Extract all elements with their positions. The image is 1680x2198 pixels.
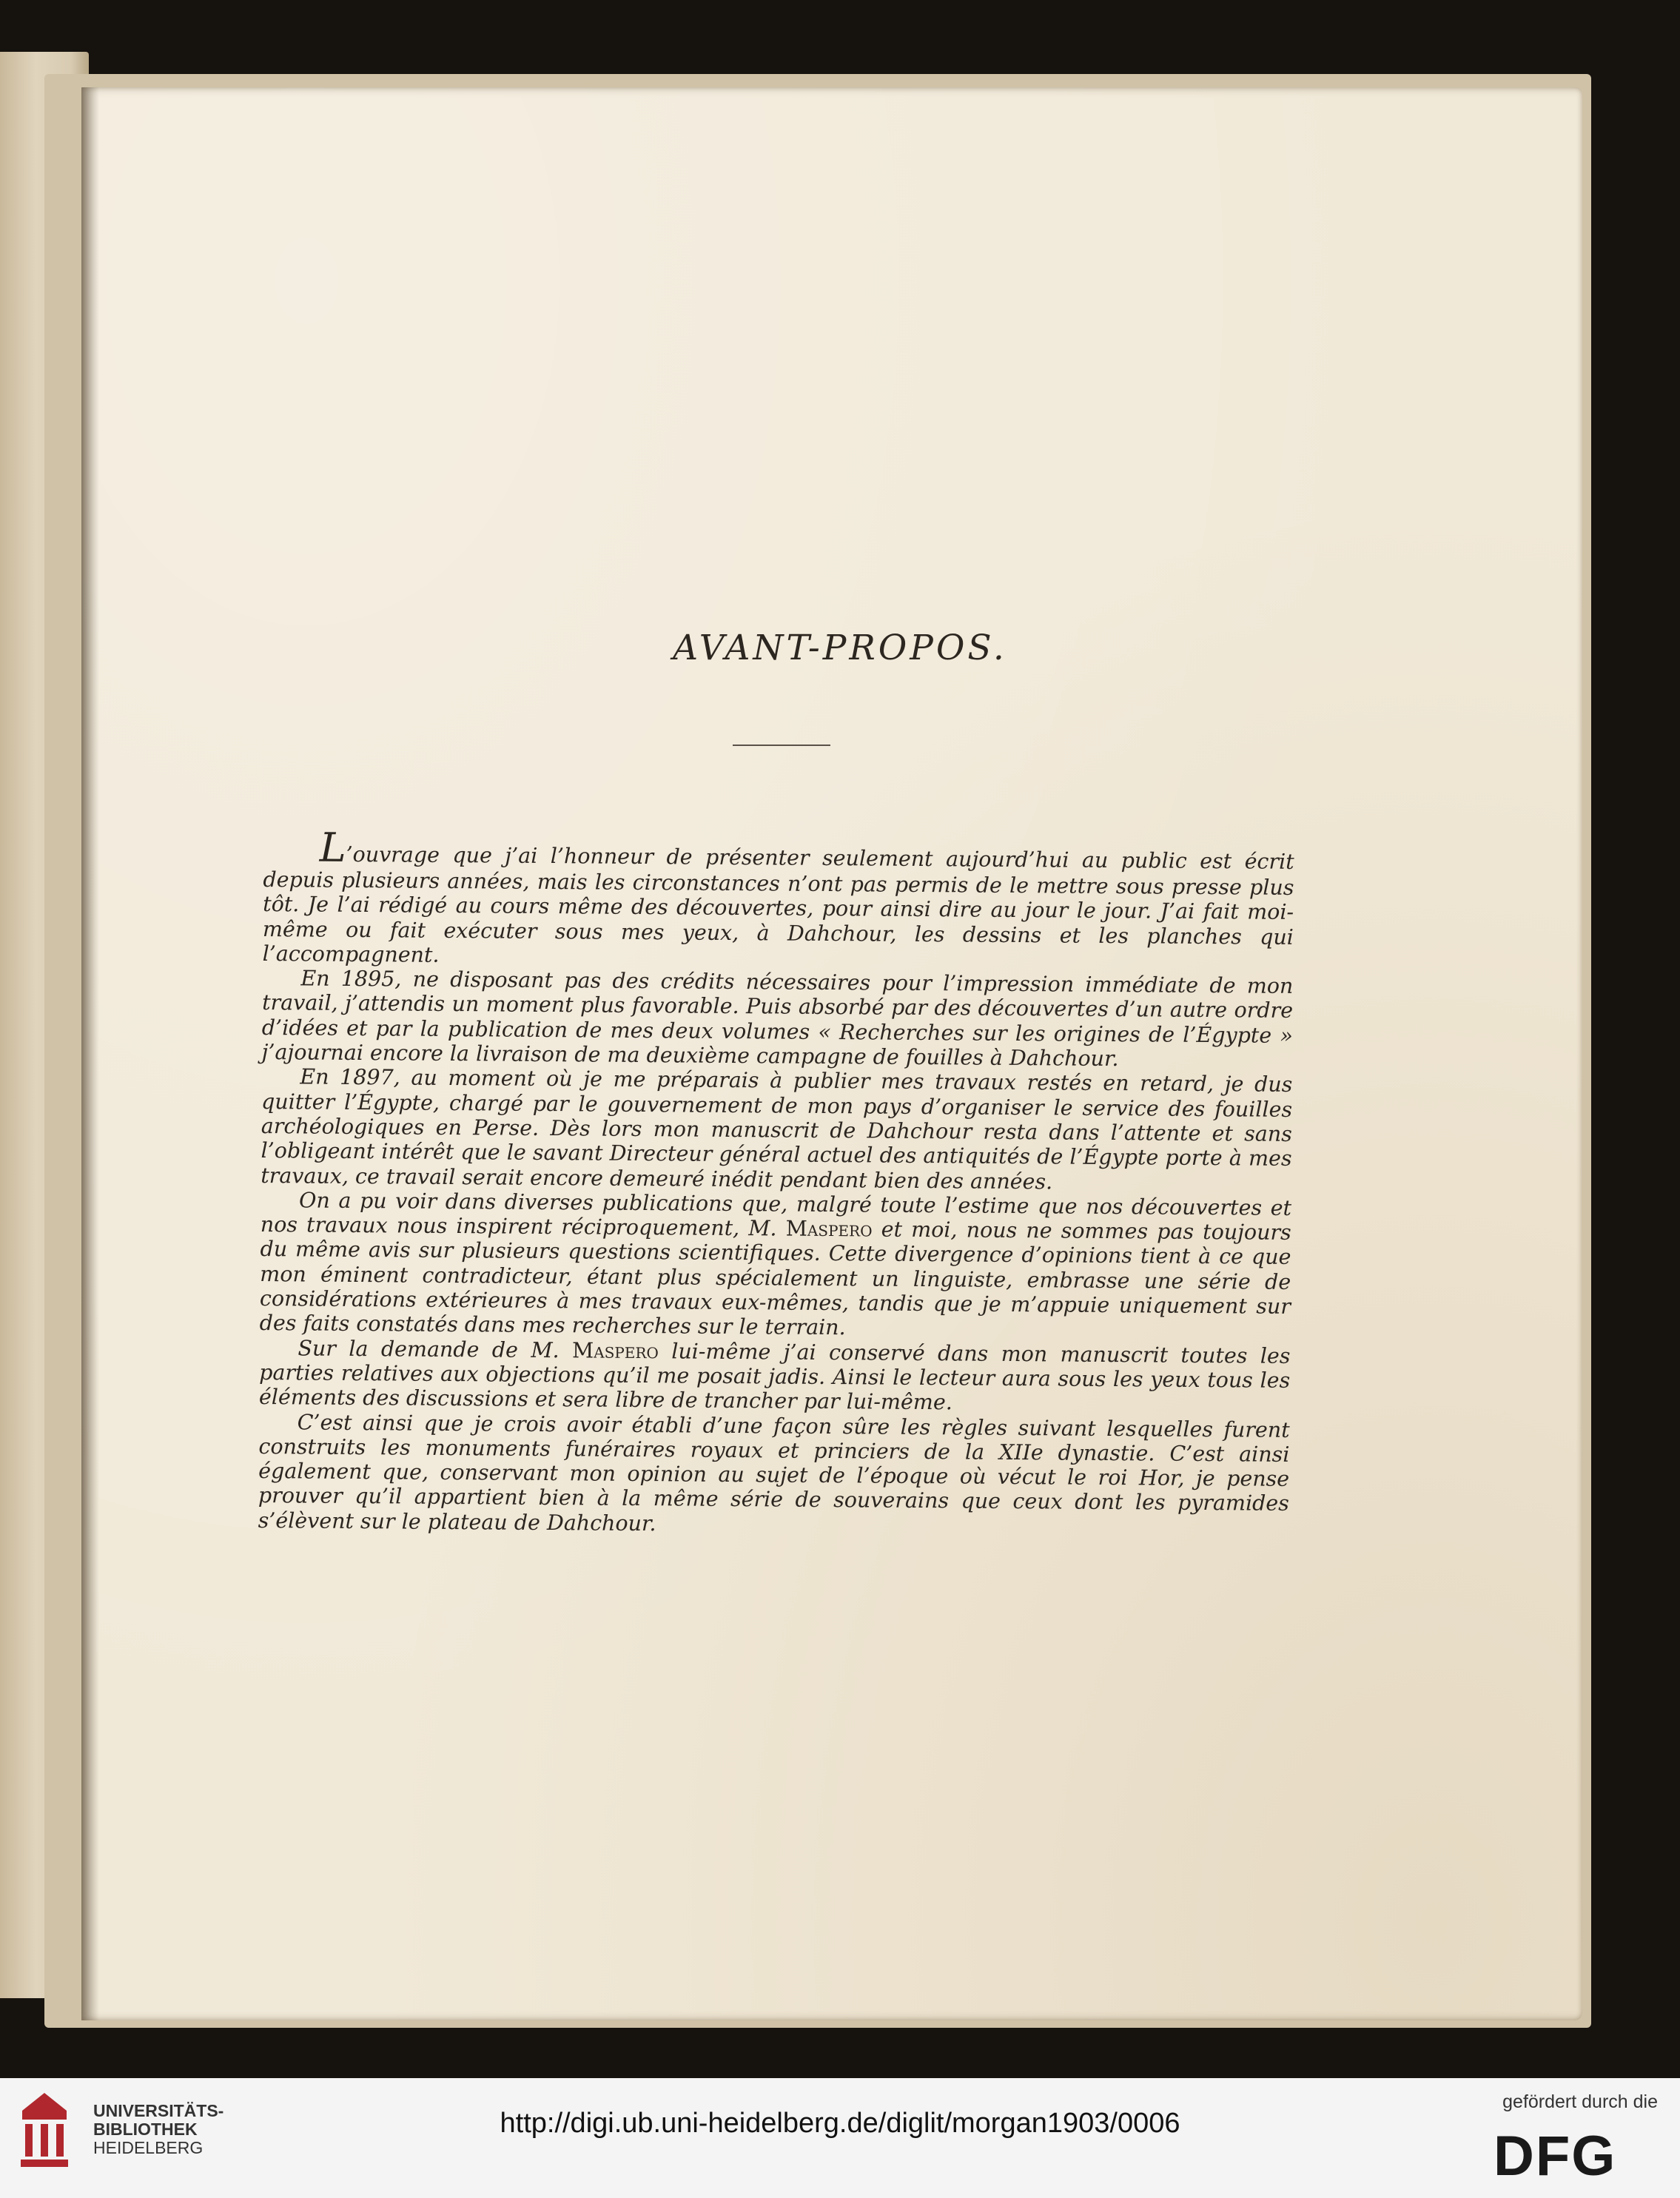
body-text — [258, 824, 1294, 1541]
dfg-logo-icon[interactable]: DFG — [1493, 2125, 1617, 2188]
paragraph: En 1895, ne disposant pas des crédits nécessaires pour l’impression immédiate de mon travail, j’attendis un moment plus favorable. Puis absorbé par des découvertes d’un autre ordre d’idées et par la publication de mes deux volumes « Recherches sur les origines de l’Égypte » j’ajournai encore la livraison de ma deuxième campagne de fouilles à Dahchour. — [261, 966, 1294, 1072]
spine-shadow — [81, 87, 99, 2020]
author-name: Maspero — [571, 1337, 659, 1363]
paragraph — [260, 1188, 1292, 1344]
paragraph-text: On a pu voir dans diverses publications que, malgré toute l’estime que nos découvertes et nos travaux nous inspirent réciproquement, M. — [260, 1188, 1292, 1241]
paragraph: En 1897, au moment où je me préparais à publier mes travaux restés en retard, je dus quitter l’Égypte, chargé par le gouvernement de mon pays d’organiser le service des fouilles archéologiques en Perse. Dès lors mon manuscrit de Dahchour resta dans l’attente et sans l’obligeant intérêt que le savant Directeur général actuel des antiquités de l’Égypte porte à mes travaux, ce travail serait encore demeuré inédit pendant bien des années. — [261, 1064, 1293, 1194]
library-line: UNIVERSITÄTS- — [93, 2101, 224, 2120]
funded-by-label: gefördert durch die — [1502, 2091, 1658, 2112]
drop-cap: L — [319, 824, 346, 871]
paragraph-text: Sur la demande de M. — [298, 1336, 573, 1362]
library-line: BIBLIOTHEK — [93, 2120, 198, 2139]
paragraph: C’est ainsi que je crois avoir établi d’une façon sûre les règles suivant lesquelles furent construits les monuments funéraires royaux et princiers de la XIIe dynastie. C’est ainsi également que, conservant mon opinion au sujet de l’époque où vécut le roi Hor, je pense prouver qu’il appartient bien à la même série de souverains que ceux dont les pyramides s’élèvent sur le plateau de Dahchour. — [258, 1409, 1290, 1536]
paragraph-text: ’ouvrage que j’ai l’honneur de présenter seulement aujourd’hui au public est écrit depuis plusieurs années, mais les circonstances n’ont pas permis de le mettre sous presse plus tôt. Je l’ai rédigé au cours même des découvertes, pour ainsi dire au jour le jour. J’ai fait moi-même ou fait exécuter sous mes yeux, à Dahchour, les dessins et les planches qui l’accompagnent. — [262, 841, 1294, 967]
page-title: AVANT-PROPOS. — [673, 628, 1007, 668]
paragraph — [262, 824, 1294, 974]
paragraph — [259, 1336, 1291, 1418]
author-name: Maspero — [785, 1216, 873, 1242]
library-line: HEIDELBERG — [93, 2138, 204, 2157]
paragraph-text: et moi, nous ne sommes pas toujours du même avis sur plusieurs questions scientifiques. Cette divergence d’opinions tient à ce que mon éminent contradicteur, étant plus spécialement un linguiste, embrasse une série de considérations extérieures à mes travaux eux-mêmes, tandis que je m’appuie uniquement sur des faits constatés dans mes recherches sur le terrain. — [259, 1217, 1291, 1340]
title-rule — [733, 745, 830, 746]
paragraph-text: lui-même j’ai conservé dans mon manuscrit toutes les parties relatives aux objections qu’il me posait jadis. Ainsi le lecteur aura sous les yeux tous les éléments des discussions et sera libre de trancher par lui-même. — [258, 1338, 1291, 1415]
permalink-url[interactable]: http://digi.ub.uni-heidelberg.de/diglit/morgan1903/0006 — [500, 2108, 1180, 2139]
